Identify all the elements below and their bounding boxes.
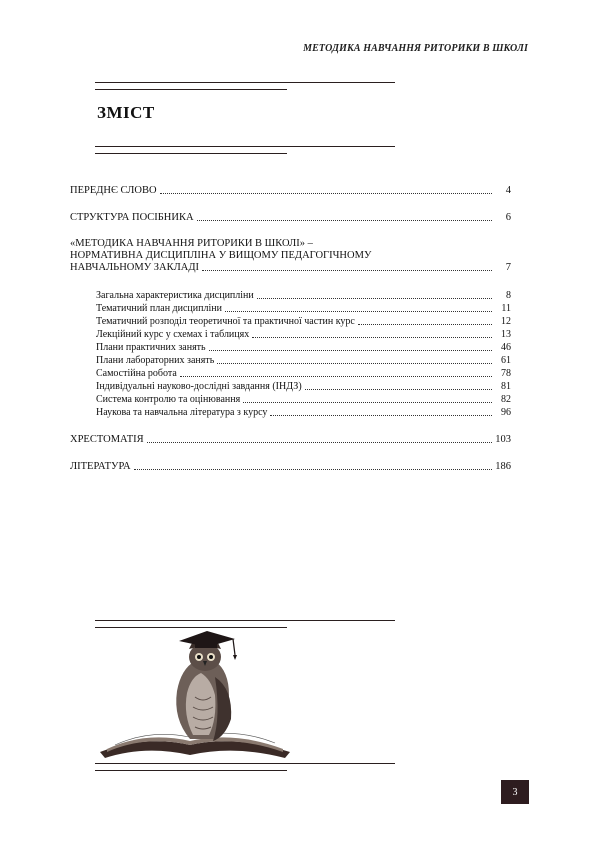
- subtoc-entry[interactable]: [96, 290, 511, 302]
- toc-label: Індивідуальні науково-дослідні завдання (ІНДЗ): [96, 381, 302, 392]
- toc-label: Тематичний розподіл теоретичної та практичної частин курс: [96, 316, 355, 327]
- toc-entry-discipline-line2: НОРМАТИВНА ДИСЦИПЛІНА У ВИЩОМУ ПЕДАГОГІЧНОМУ: [70, 250, 372, 261]
- toc-page: 7: [505, 262, 511, 273]
- toc-page: 12: [501, 316, 511, 327]
- toc-label: НАВЧАЛЬНОМУ ЗАКЛАДІ: [70, 262, 199, 273]
- subtoc-entry[interactable]: [96, 368, 511, 380]
- leader-dots: [197, 220, 492, 221]
- toc-label: СТРУКТУРА ПОСІБНИКА: [70, 212, 194, 223]
- toc-label: Тематичний план дисципліни: [96, 303, 222, 314]
- toc-page: 103: [495, 434, 511, 445]
- leader-dots: [252, 337, 492, 338]
- leader-dots: [270, 415, 492, 416]
- subtoc-entry[interactable]: [96, 316, 511, 328]
- toc-entry-literature[interactable]: [70, 461, 511, 473]
- toc-page: 13: [501, 329, 511, 340]
- leader-dots: [243, 402, 492, 403]
- toc-page: 96: [501, 407, 511, 418]
- toc-page: 6: [505, 212, 511, 223]
- toc-label: ЛІТЕРАТУРА: [70, 461, 131, 472]
- toc-label: Система контролю та оцінювання: [96, 394, 241, 405]
- owl-rule-bottom: [95, 763, 395, 764]
- leader-dots: [305, 389, 492, 390]
- toc-page: 186: [495, 461, 511, 472]
- owl-on-book-illustration: [95, 627, 295, 761]
- leader-dots: [358, 324, 492, 325]
- subtoc-entry[interactable]: [96, 355, 511, 367]
- leader-dots: [225, 311, 492, 312]
- subtoc-entry[interactable]: [96, 342, 511, 354]
- leader-dots: [160, 193, 492, 194]
- leader-dots: [147, 442, 492, 443]
- toc-label: Плани лабораторних занять: [96, 355, 215, 366]
- owl-rule-bottom-short: [95, 770, 287, 771]
- leader-dots: [209, 350, 492, 351]
- title-rule-bottom-short: [95, 153, 287, 154]
- title-rule-top-short: [95, 89, 287, 90]
- page-number-badge: 3: [501, 780, 529, 804]
- toc-entry-structure[interactable]: [70, 212, 511, 224]
- subtoc-entry[interactable]: [96, 381, 511, 393]
- toc-page: 61: [501, 355, 511, 366]
- toc-page: 78: [501, 368, 511, 379]
- toc-page: 46: [501, 342, 511, 353]
- owl-rule-top: [95, 620, 395, 621]
- subtoc-entry[interactable]: [96, 303, 511, 315]
- subtoc-entry[interactable]: [96, 407, 511, 419]
- toc-entry-anthology[interactable]: [70, 434, 511, 446]
- page-title: ЗМІСТ: [97, 103, 155, 122]
- toc-page: 81: [501, 381, 511, 392]
- running-header: МЕТОДИКА НАВЧАННЯ РИТОРИКИ В ШКОЛІ: [303, 43, 528, 54]
- toc-label: Плани практичних занять: [96, 342, 206, 353]
- subtoc-entry[interactable]: [96, 329, 511, 341]
- toc-page: 11: [501, 303, 511, 314]
- title-rule-bottom: [95, 146, 395, 147]
- toc-label: ПЕРЕДНЄ СЛОВО: [70, 185, 157, 196]
- toc-page: 8: [506, 290, 511, 301]
- toc-page: 4: [505, 185, 511, 196]
- toc-label: Загальна характеристика дисципліни: [96, 290, 254, 301]
- toc-label: Самостійна робота: [96, 368, 177, 379]
- leader-dots: [202, 270, 492, 271]
- toc-page: 82: [501, 394, 511, 405]
- leader-dots: [257, 298, 492, 299]
- toc-entry-foreword[interactable]: [70, 185, 511, 197]
- title-rule-top: [95, 82, 395, 83]
- toc-entry-discipline-line1: «МЕТОДИКА НАВЧАННЯ РИТОРИКИ В ШКОЛІ» –: [70, 238, 313, 249]
- subtoc-entry[interactable]: [96, 394, 511, 406]
- leader-dots: [180, 376, 492, 377]
- toc-label: ХРЕСТОМАТІЯ: [70, 434, 144, 445]
- toc-entry-discipline[interactable]: [70, 262, 511, 274]
- toc-label: Лекційний курс у схемах і таблицях: [96, 329, 250, 340]
- leader-dots: [134, 469, 492, 470]
- leader-dots: [217, 363, 492, 364]
- toc-label: Наукова та навчальна література з курсу: [96, 407, 268, 418]
